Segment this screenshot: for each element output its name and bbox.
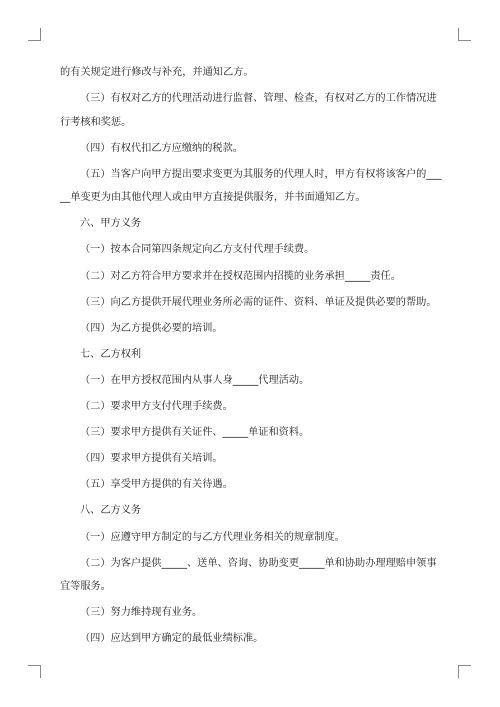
paragraph-line: 宜等服务。 — [60, 581, 111, 593]
paragraph-line: （三）向乙方提供开展代理业务所必需的证件、资料、单证及提供必要的帮助。 — [80, 296, 437, 308]
corner-mark-top-right — [458, 28, 471, 41]
document-body — [60, 67, 445, 659]
paragraph-line: （四）有权代扣乙方应缴纳的税款。 — [80, 142, 243, 154]
paragraph-line: （三）努力维持现有业务。 — [80, 607, 203, 619]
corner-mark-bottom-left — [28, 665, 41, 678]
paragraph-line: （二）对乙方符合甲方要求并在授权范围内招揽的业务承担_____责任。 — [80, 270, 401, 282]
paragraph-line: （四）要求甲方提供有关培训。 — [80, 453, 223, 465]
section-heading: 七、乙方权利 — [80, 348, 142, 360]
section-heading: 六、甲方义务 — [80, 218, 142, 230]
paragraph-line: 行考核和奖惩。 — [60, 116, 132, 128]
paragraph-line: __单变更为由其他代理人或由甲方直接提供服务，并书面通知乙方。 — [60, 192, 366, 204]
corner-mark-bottom-right — [458, 665, 471, 678]
paragraph-line: （五）享受甲方提供的有关待遇。 — [80, 479, 233, 491]
paragraph-line: （一）按本合同第四条规定向乙方支付代理手续费。 — [80, 244, 315, 256]
paragraph-line: （五）当客户向甲方提出要求变更为其服务的代理人时，甲方有权将该客户的___ — [80, 168, 442, 180]
paragraph-line: 的有关规定进行修改与补充，并通知乙方。 — [60, 67, 254, 78]
paragraph-line: （一）应遵守甲方制定的与乙方代理业务相关的规章制度。 — [80, 531, 345, 543]
section-heading: 八、乙方义务 — [80, 505, 142, 517]
paragraph-line: （二）为客户提供_____、送单、咨询、协助变更_____单和协助办理理赔申领事 — [80, 557, 437, 569]
corner-mark-top-left — [28, 28, 41, 41]
paragraph-line: （三）有权对乙方的代理活动进行监督、管理、检查，有权对乙方的工作情况进 — [80, 93, 437, 105]
paragraph-line: （三）要求甲方提供有关证件、_____单证和资料。 — [80, 427, 310, 439]
paragraph-line: （一）在甲方授权范围内从事人身_____代理活动。 — [80, 374, 310, 386]
paragraph-line: （二）要求甲方支付代理手续费。 — [80, 401, 233, 413]
paragraph-line: （四）为乙方提供必要的培训。 — [80, 322, 223, 334]
paragraph-line: （四）应达到甲方确定的最低业绩标准。 — [80, 633, 264, 645]
